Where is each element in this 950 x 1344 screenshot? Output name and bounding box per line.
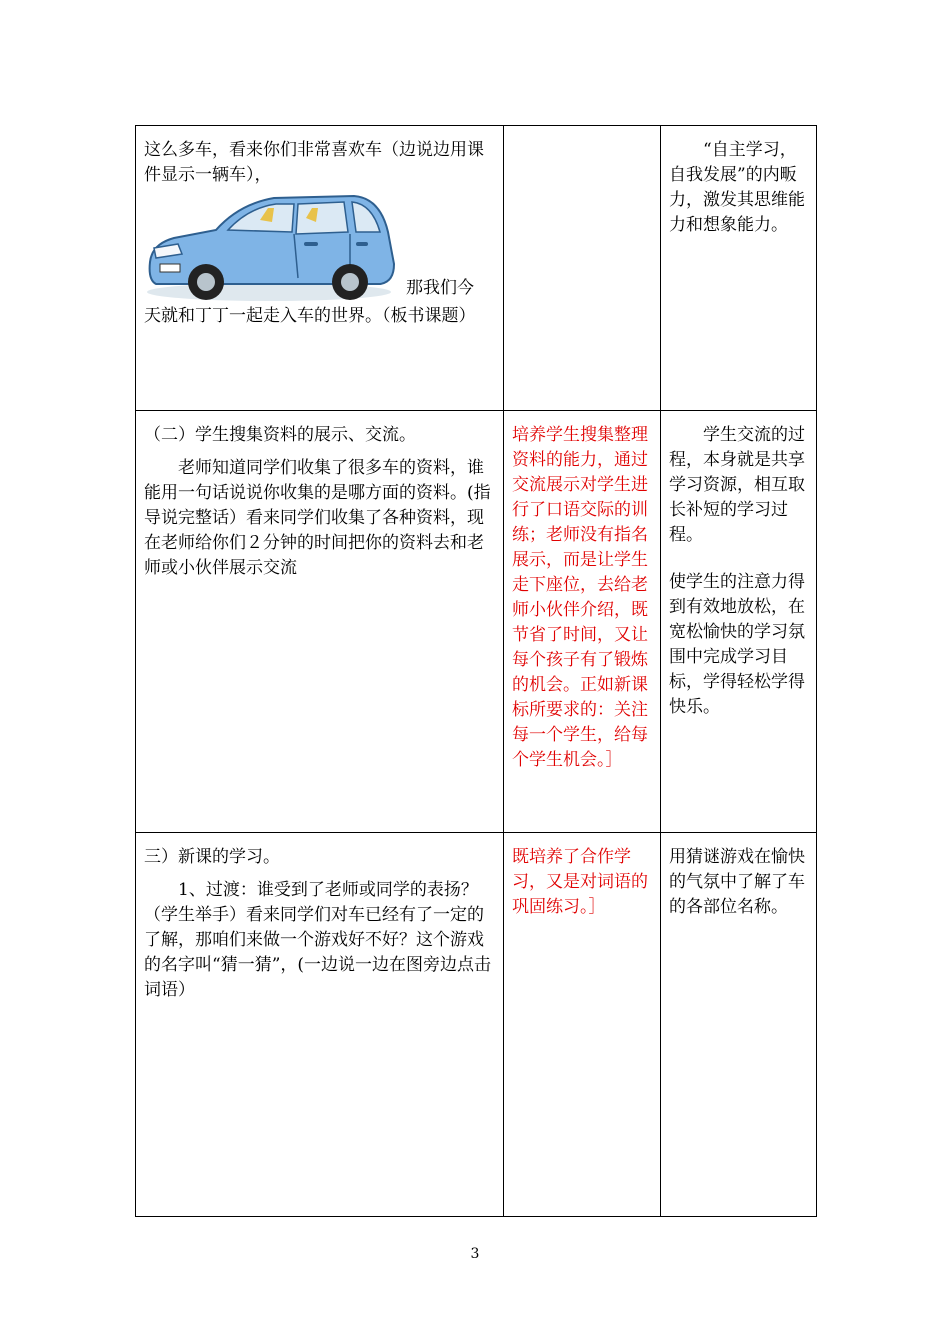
section-body: 老师知道同学们收集了很多车的资料，谁能用一句话说说你收集的是哪方面的资料。(指导说完整话）看来同学们收集了各种资料，现在老师给你们２分钟的时间把你的资料去和老师或小伙伴展示交流 (144, 458, 491, 578)
annotation-cell: 培养学生搜集整理资料的能力，通过交流展示对学生进行了口语交际的训练；老师没有指名展示，而是让学生走下座位，去给老师小伙伴介绍，既节省了时间，又让每个孩子有了锻炼的机会。正如新课标所要求的：关注每一个学生，给每个学生机会。］ (504, 411, 661, 833)
design-intent-text: 学生交流的过程，本身就是共享学习资源，相互取长补短的学习过程。 (669, 425, 805, 545)
intro-text: 这么多车，看来你们非常喜欢车（边说边用课件显示一辆车）， (144, 140, 484, 185)
section-body: 1、过渡：谁受到了老师或同学的表扬？（学生举手）看来同学们对车已经有了一定的了解，那咱们来做一个游戏好不好？这个游戏的名字叫“猜一猜”，(一边说一边在图旁边点击词语） (144, 880, 492, 1000)
lesson-plan-table (135, 125, 817, 1217)
section-heading: （二）学生搜集资料的展示、交流。 (144, 425, 416, 445)
car-image (144, 192, 398, 304)
annotation-cell (504, 126, 661, 411)
design-intent-cell (661, 126, 817, 411)
annotation-cell: 既培养了合作学习，又是对词语的巩固练习。］ (504, 833, 661, 1217)
intro-continued-text: 那我们今 (406, 278, 474, 298)
design-intent-text: “自主学习，自我发展”的内畈力，激发其思维能力和想象能力。 (669, 140, 805, 235)
table-row (136, 833, 817, 1217)
table-row (136, 126, 817, 411)
intro-text-end: 天就和丁丁一起走入车的世界。（板书课题） (144, 306, 476, 326)
design-intent-cell (661, 411, 817, 833)
design-intent-text-2: 使学生的注意力得到有效地放松，在宽松愉快的学习氛围中完成学习目标，学得轻松学得快乐。 (669, 572, 805, 717)
section-heading: 三）新课的学习。 (144, 847, 280, 867)
page-number: 3 (470, 1246, 480, 1262)
car-figure (144, 192, 495, 304)
teaching-process-cell (136, 833, 504, 1217)
teaching-process-cell (136, 411, 504, 833)
table-row (136, 411, 817, 833)
teaching-process-cell (136, 126, 504, 411)
design-intent-cell: 用猜谜游戏在愉快的气氛中了解了车的各部位名称。 (661, 833, 817, 1217)
